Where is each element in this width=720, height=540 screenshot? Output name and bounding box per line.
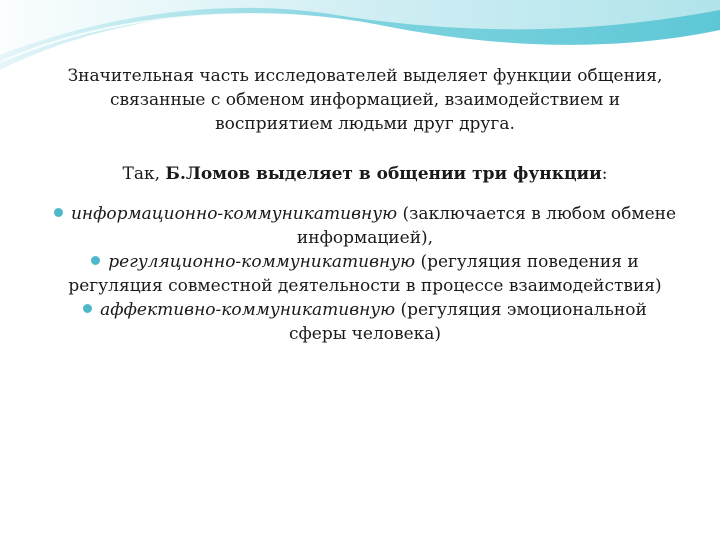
function-desc-1b: информацией), (296, 228, 434, 248)
function-desc-2a: (регуляция поведения и (415, 252, 639, 272)
bullet-icon (83, 304, 92, 313)
function-item-1 (40, 202, 690, 250)
function-desc-3a: (регуляция эмоциональной (395, 300, 647, 320)
function-desc-2b: регуляция совместной деятельности в процессе взаимодействия) (68, 276, 662, 296)
intro-paragraph (40, 64, 690, 136)
function-desc-3b: сферы человека) (288, 324, 442, 344)
intro-line-1: Значительная часть исследователей выделяет функции общения, (67, 66, 663, 86)
function-term-1: информационно-коммуникативную (70, 204, 398, 224)
lead-prefix: Так, (122, 164, 166, 184)
lead-bold: Б.Ломов выделяет в общении три функции (165, 164, 602, 184)
intro-line-2: связанные с обменом информацией, взаимодействием и (109, 90, 621, 110)
bullet-icon (91, 256, 100, 265)
intro-line-3: восприятием людьми друг друга. (215, 114, 515, 134)
function-item-2 (40, 250, 690, 298)
function-term-3: аффективно-коммуникативную (100, 300, 396, 320)
function-item-3 (40, 298, 690, 346)
function-term-2: регуляционно-коммуникативную (108, 252, 416, 272)
lead-sentence (40, 162, 690, 186)
lead-suffix: : (601, 164, 608, 184)
slide-content (40, 64, 690, 346)
bullet-icon (54, 208, 63, 217)
function-desc-1a: (заключается в любом обмене (397, 204, 677, 224)
